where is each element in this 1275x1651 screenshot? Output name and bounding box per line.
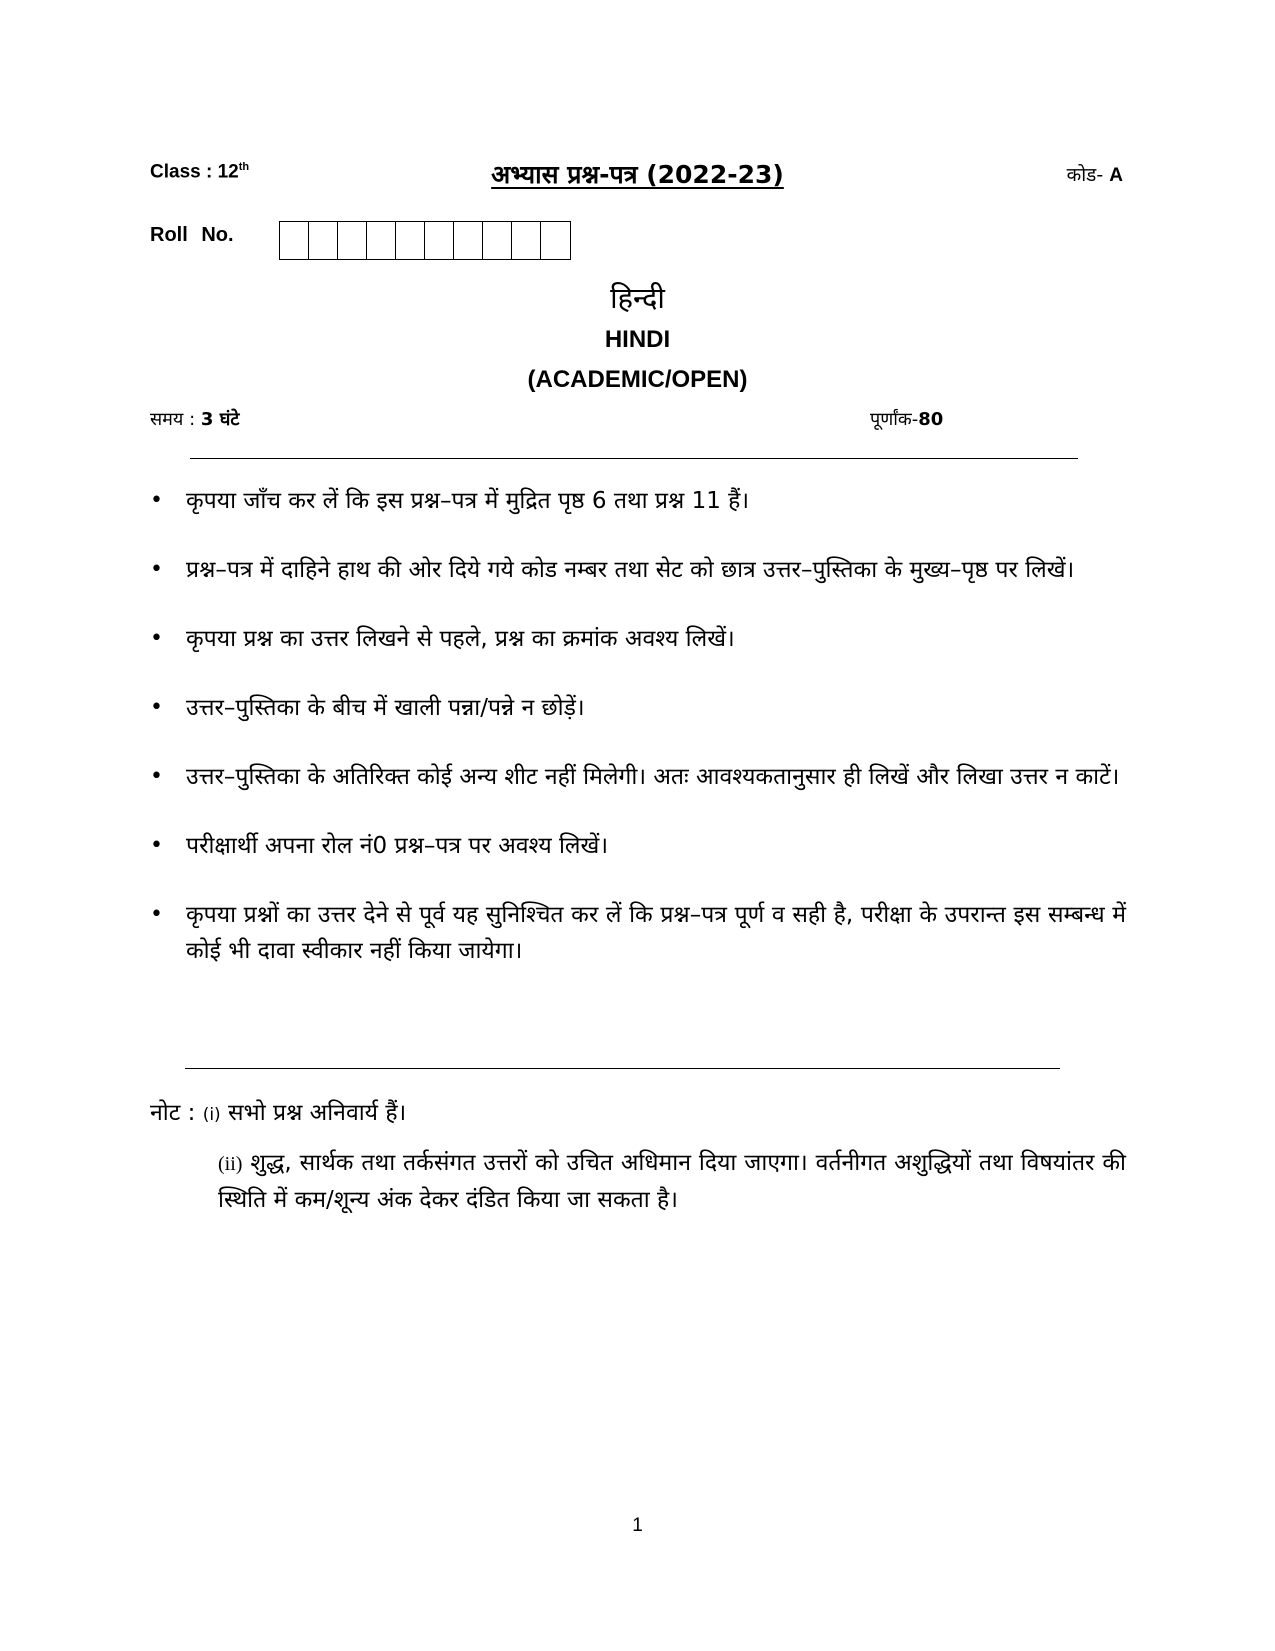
roll-number-box[interactable] — [512, 222, 541, 259]
roll-number-box[interactable] — [541, 222, 570, 259]
code-value: A — [1109, 165, 1123, 186]
code-label — [1067, 161, 1123, 187]
time-label — [150, 407, 239, 431]
note-item-2 — [150, 1145, 1126, 1218]
code-label-text: कोड- — [1066, 164, 1104, 186]
roll-number-box[interactable] — [367, 222, 396, 259]
stream-label: (ACADEMIC/OPEN) — [527, 366, 748, 393]
instruction-item — [150, 828, 1126, 864]
instruction-text: कृपया प्रश्न का उत्तर लिखने से पहले, प्रश्न का क्रमांक अवश्य लिखें। — [186, 626, 735, 652]
divider-bottom — [185, 1068, 1060, 1069]
class-prefix: Class : 12 — [150, 161, 239, 183]
note-item-1-text: सभो प्रश्न अनिवार्य हैं। — [228, 1100, 407, 1126]
roll-number-box[interactable] — [309, 222, 338, 259]
roll-number-box[interactable] — [483, 222, 512, 259]
bullet-icon: • — [150, 488, 163, 513]
max-marks-label-text: पूर्णांक- — [870, 409, 919, 430]
subject-title-english: HINDI — [604, 326, 671, 353]
note-item-2-text: शुद्ध, सार्थक तथा तर्कसंगत उत्तरों को उचित अधिमान दिया जाएगा। वर्तनीगत अशुद्धियों तथा विषयांतर की स्थिति में कम/शून्य अंक देकर दंडित किया जा सकता है। — [218, 1150, 1126, 1213]
bullet-icon: • — [150, 833, 163, 858]
note-item-2-number: (ii) — [218, 1153, 243, 1175]
roll-number-box[interactable] — [425, 222, 454, 259]
bullet-icon: • — [150, 902, 163, 927]
roll-number-boxes[interactable] — [279, 221, 571, 260]
class-superscript: th — [238, 161, 250, 173]
bullet-icon: • — [150, 626, 163, 651]
instruction-text: उत्तर–पुस्तिका के बीच में खाली पन्ना/पन्ने न छोड़ें। — [186, 695, 585, 721]
subject-title-hindi: हिन्दी — [610, 281, 665, 315]
bullet-icon: • — [150, 695, 163, 720]
note-label: नोट : — [150, 1100, 196, 1126]
instruction-item — [150, 483, 1126, 519]
page-number: 1 — [632, 1515, 643, 1536]
note-item-1 — [150, 1095, 1126, 1133]
instruction-item — [150, 897, 1126, 969]
roll-number-box[interactable] — [338, 222, 367, 259]
instruction-item — [150, 759, 1126, 795]
bullet-icon: • — [150, 557, 163, 582]
instruction-item — [150, 690, 1126, 726]
instruction-text: उत्तर–पुस्तिका के अतिरिक्त कोई अन्य शीट नहीं मिलेगी। अतः आवश्यकतानुसार ही लिखें और लिखा उत्तर न काटें। — [186, 764, 1120, 790]
bullet-icon: • — [150, 764, 163, 789]
instruction-text: प्रश्न–पत्र में दाहिने हाथ की ओर दिये गये कोड नम्बर तथा सेट को छात्र उत्तर–पुस्तिका के मुख्य–पृष्ठ पर लिखें। — [186, 557, 1075, 583]
roll-number-box[interactable] — [454, 222, 483, 259]
instruction-item — [150, 552, 1126, 588]
roll-number-box[interactable] — [396, 222, 425, 259]
instruction-text: कृपया प्रश्नों का उत्तर देने से पूर्व यह सुनिश्चित कर लें कि प्रश्न–पत्र पूर्ण व सही है, परीक्षा के उपरान्त इस सम्बन्ध में कोई भी दावा स्वीकार नहीं किया जायेगा। — [186, 902, 1126, 964]
note-item-1-number: (i) — [202, 1105, 221, 1125]
instructions-list — [150, 483, 1126, 1002]
roll-number-box[interactable] — [280, 222, 309, 259]
roll-number-label: Roll No. — [150, 224, 234, 246]
instruction-text: कृपया जाँच कर लें कि इस प्रश्न–पत्र में मुद्रित पृष्ठ 6 तथा प्रश्न 11 हैं। — [186, 488, 750, 514]
divider-top — [190, 458, 1078, 459]
paper-title: अभ्यास प्रश्न-पत्र (2022-23) — [491, 160, 784, 189]
max-marks-value: 80 — [918, 409, 944, 430]
instruction-text: परीक्षार्थी अपना रोल नं0 प्रश्न–पत्र पर अवश्य लिखें। — [186, 833, 609, 859]
notes-section — [150, 1095, 1126, 1218]
time-value: 3 घंटे — [200, 409, 240, 430]
time-label-text: समय : — [150, 409, 196, 430]
instruction-item — [150, 621, 1126, 657]
max-marks-label — [870, 407, 943, 431]
